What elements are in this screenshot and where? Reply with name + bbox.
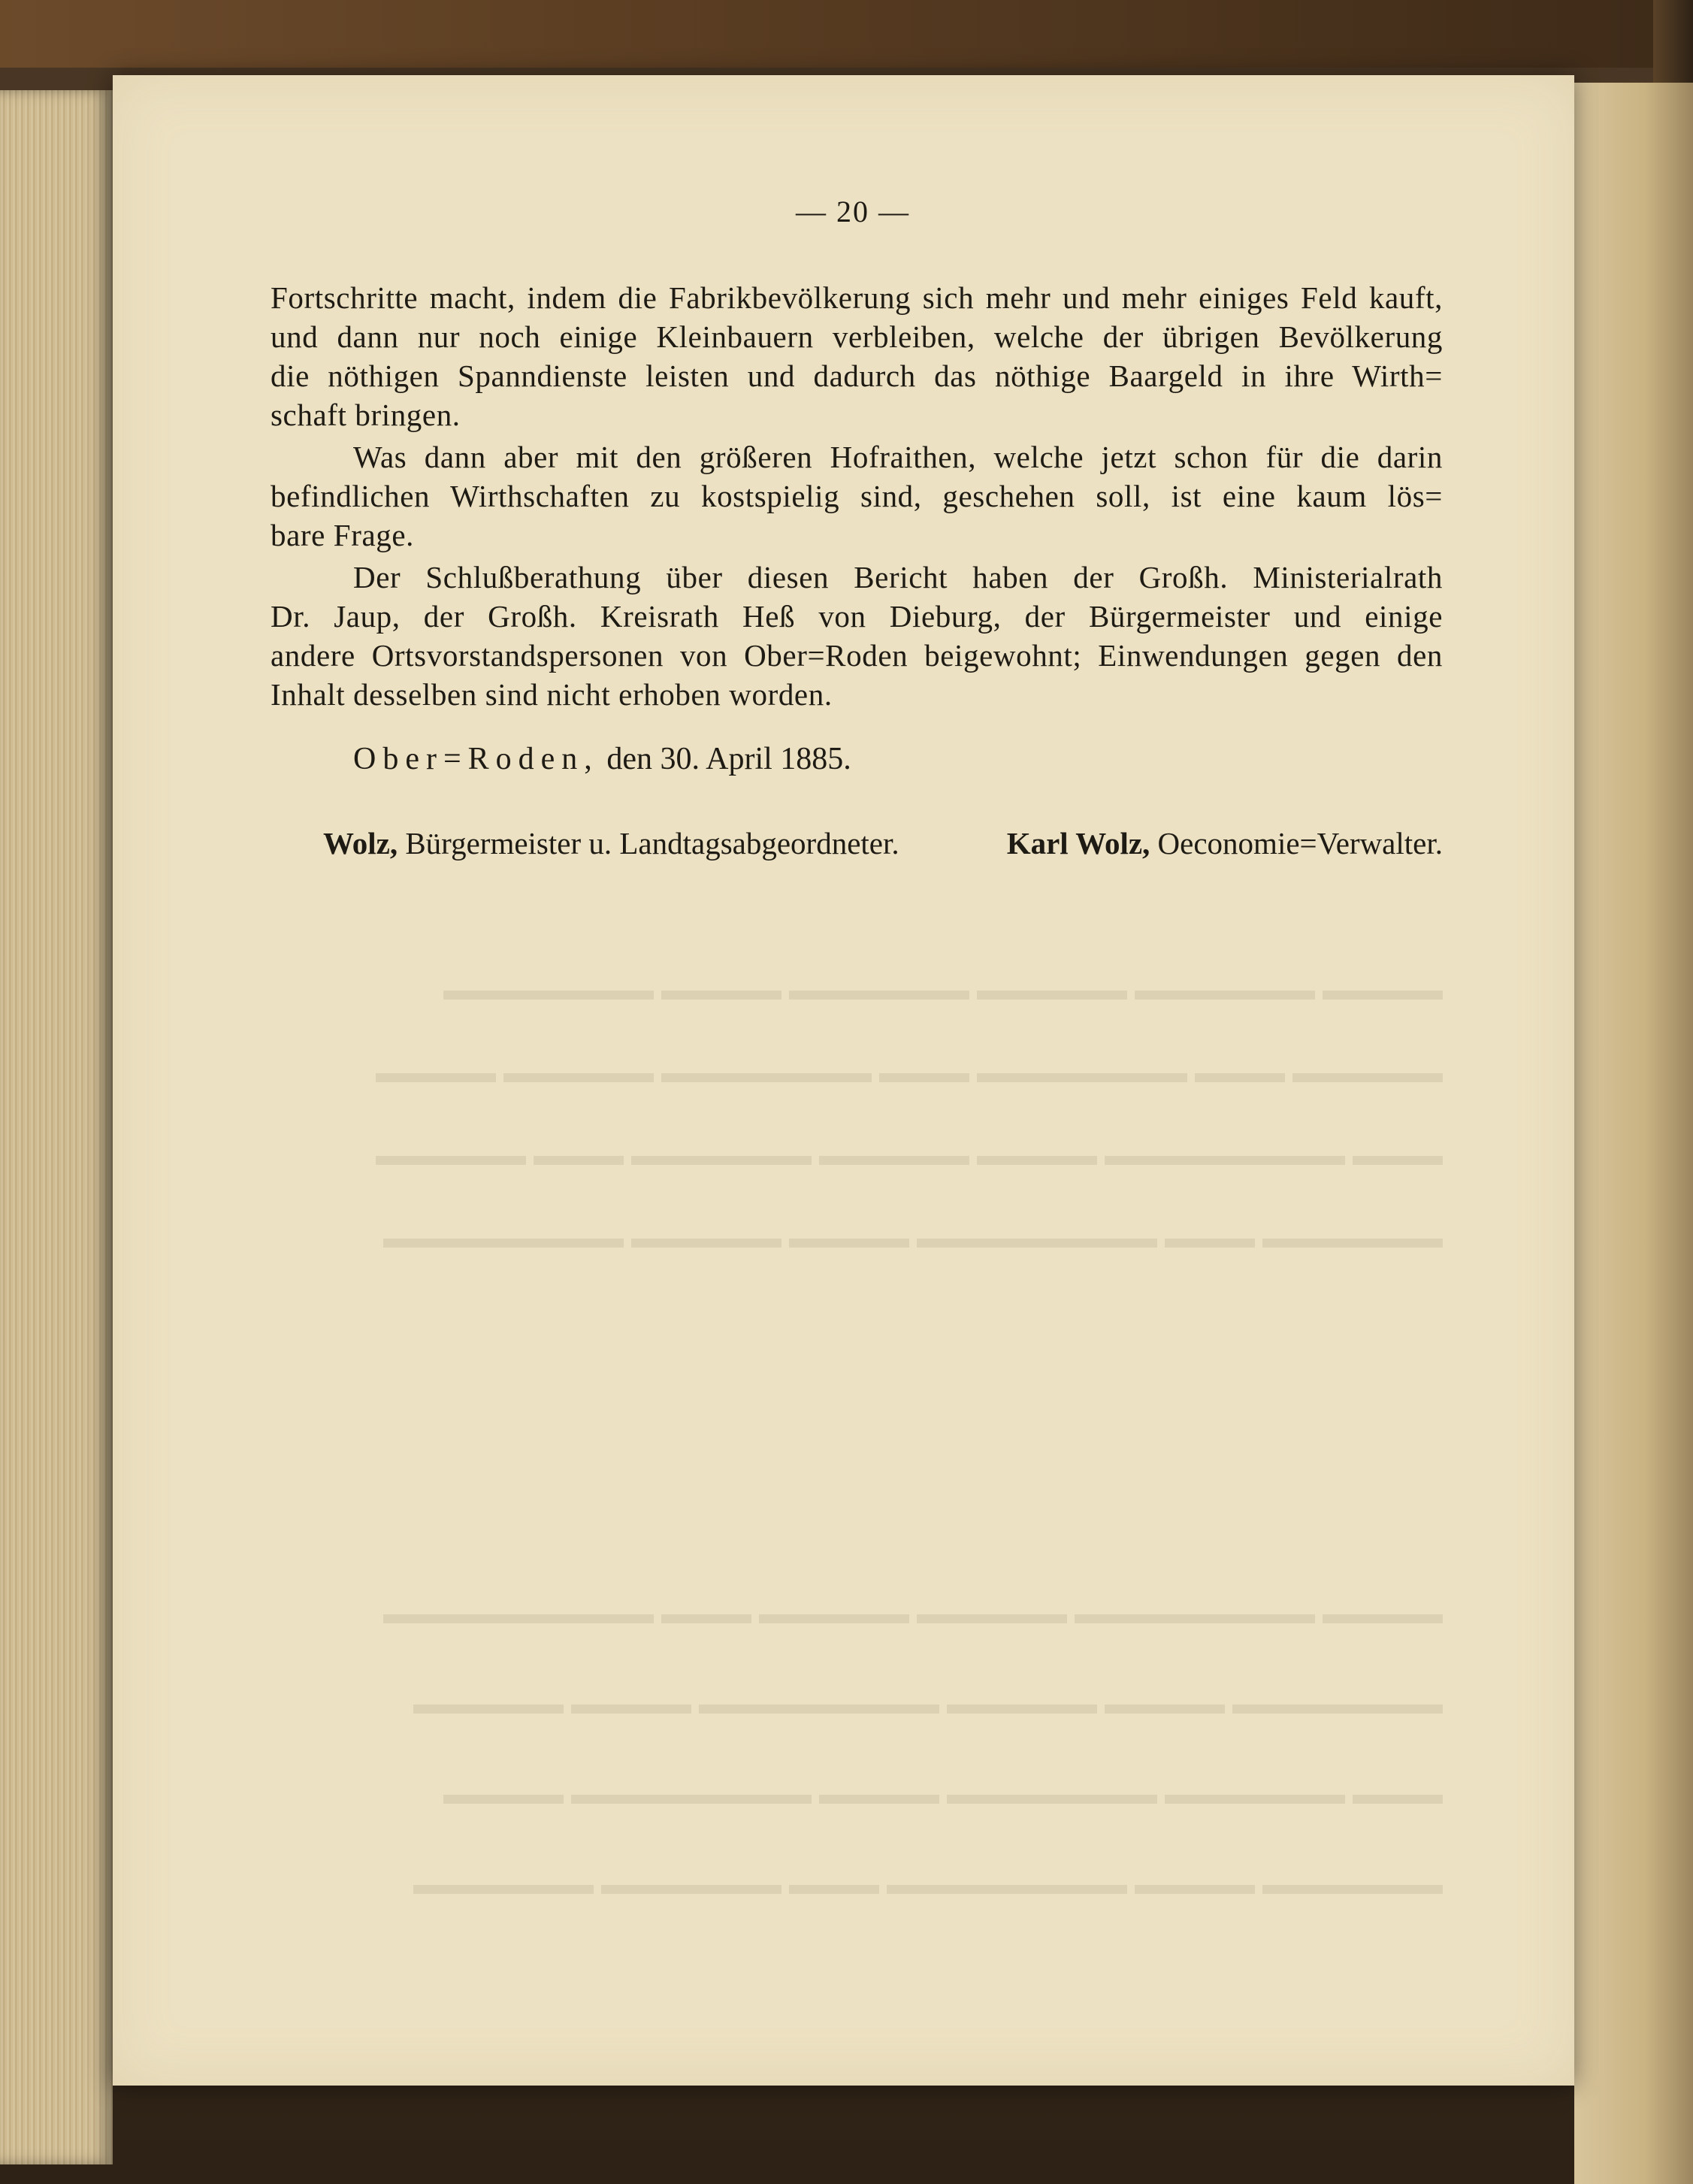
paragraph-3-line-1: Der Schlußberathung über diesen Bericht haben der Großh. Ministerialrath [353, 560, 1443, 594]
paragraph-1-line-1: Fortschritte macht, indem die Fabrikbevölkerung sich mehr und mehr einiges Feld kauft, [271, 280, 1443, 315]
book-page-stack [0, 90, 113, 2164]
date-place-line [353, 740, 851, 779]
signature-right [1007, 824, 1443, 863]
signature-left [323, 824, 899, 863]
signature-right-title: Oeconomie=Verwalter. [1150, 826, 1443, 861]
show-through-text: ▬▬▬▬▬▬ ▬▬▬ ▬▬▬▬▬▬▬▬ ▬▬▬▬ ▬▬▬▬▬ ▬▬▬▬▬▬▬▬ [383, 1221, 1443, 1254]
show-through-text: ▬▬▬ ▬▬▬▬▬▬ ▬▬▬▬▬▬▬ ▬▬▬▬ ▬▬▬▬▬▬▬▬ ▬▬▬▬ [443, 1777, 1443, 1810]
signature-right-name: Karl Wolz, [1006, 826, 1150, 861]
paragraph-2-line-1: Was dann aber mit den größeren Hofraithen, welche jetzt schon für die darin [353, 440, 1443, 474]
paragraph-2-line-2: befindlichen Wirthschaften zu kostspielig sind, geschehen soll, ist eine kaum lös= [271, 479, 1443, 513]
show-through-text: ▬▬▬▬ ▬▬▬▬▬▬ ▬▬▬▬▬ ▬▬▬▬▬▬ ▬▬▬▬ ▬▬▬▬▬▬▬ [443, 973, 1443, 1006]
paragraph-2-line-3: bare Frage. [271, 518, 414, 552]
paragraph-1-line-3: die nöthigen Spanndienste leisten und dadurch das nöthige Baargeld in ihre Wirth= [271, 358, 1443, 393]
page-number: — 20 — [796, 195, 910, 228]
next-page-edge [1574, 83, 1693, 2184]
place-name: Ober=Roden, [353, 742, 599, 776]
signature-line [323, 824, 1443, 863]
paragraph-3-line-3: andere Ortsvorstandspersonen von Ober=Roden beigewohnt; Einwendungen gegen den [271, 638, 1443, 673]
signature-left-title: Bürgermeister u. Landtagsabgeordneter. [398, 826, 899, 861]
show-through-text: ▬▬▬▬▬▬▬ ▬▬▬▬ ▬▬▬▬▬ ▬▬▬▬▬▬▬▬ ▬▬▬▬ ▬▬▬▬▬ [413, 1686, 1443, 1720]
signature-left-name: Wolz, [323, 826, 398, 861]
paragraph-3-line-2: Dr. Jaup, der Großh. Kreisrath Heß von Dieburg, der Bürgermeister und einige [271, 599, 1443, 634]
paragraph-3-line-4: Inhalt desselben sind nicht erhoben worden. [271, 677, 833, 712]
book-top-edge [0, 0, 1693, 68]
show-through-text: ▬▬▬▬▬ ▬▬▬ ▬▬▬▬▬▬▬ ▬▬▬ ▬▬▬▬▬▬▬ ▬▬▬▬▬ ▬▬▬▬ [376, 1055, 1443, 1089]
show-through-text: ▬▬▬▬▬▬ ▬▬▬▬ ▬▬▬▬▬▬▬▬ ▬▬▬ ▬▬▬▬▬▬ ▬▬▬▬▬▬ [413, 1867, 1443, 1901]
paragraph-1-line-4: schaft bringen. [271, 398, 461, 432]
show-through-text: ▬▬▬ ▬▬▬▬▬▬▬▬ ▬▬▬▬ ▬▬▬▬▬ ▬▬▬▬▬▬ ▬▬▬ ▬▬▬▬▬ [376, 1138, 1443, 1172]
paragraph-1-line-2: und dann nur noch einige Kleinbauern verbleiben, welche der übrigen Bevölkerung [271, 319, 1443, 354]
show-through-text: ▬▬▬▬ ▬▬▬▬▬▬▬▬ ▬▬▬▬▬ ▬▬▬▬▬ ▬▬▬ ▬▬▬▬▬▬▬▬▬ [383, 1596, 1443, 1630]
date-text: den 30. April 1885. [598, 742, 851, 776]
